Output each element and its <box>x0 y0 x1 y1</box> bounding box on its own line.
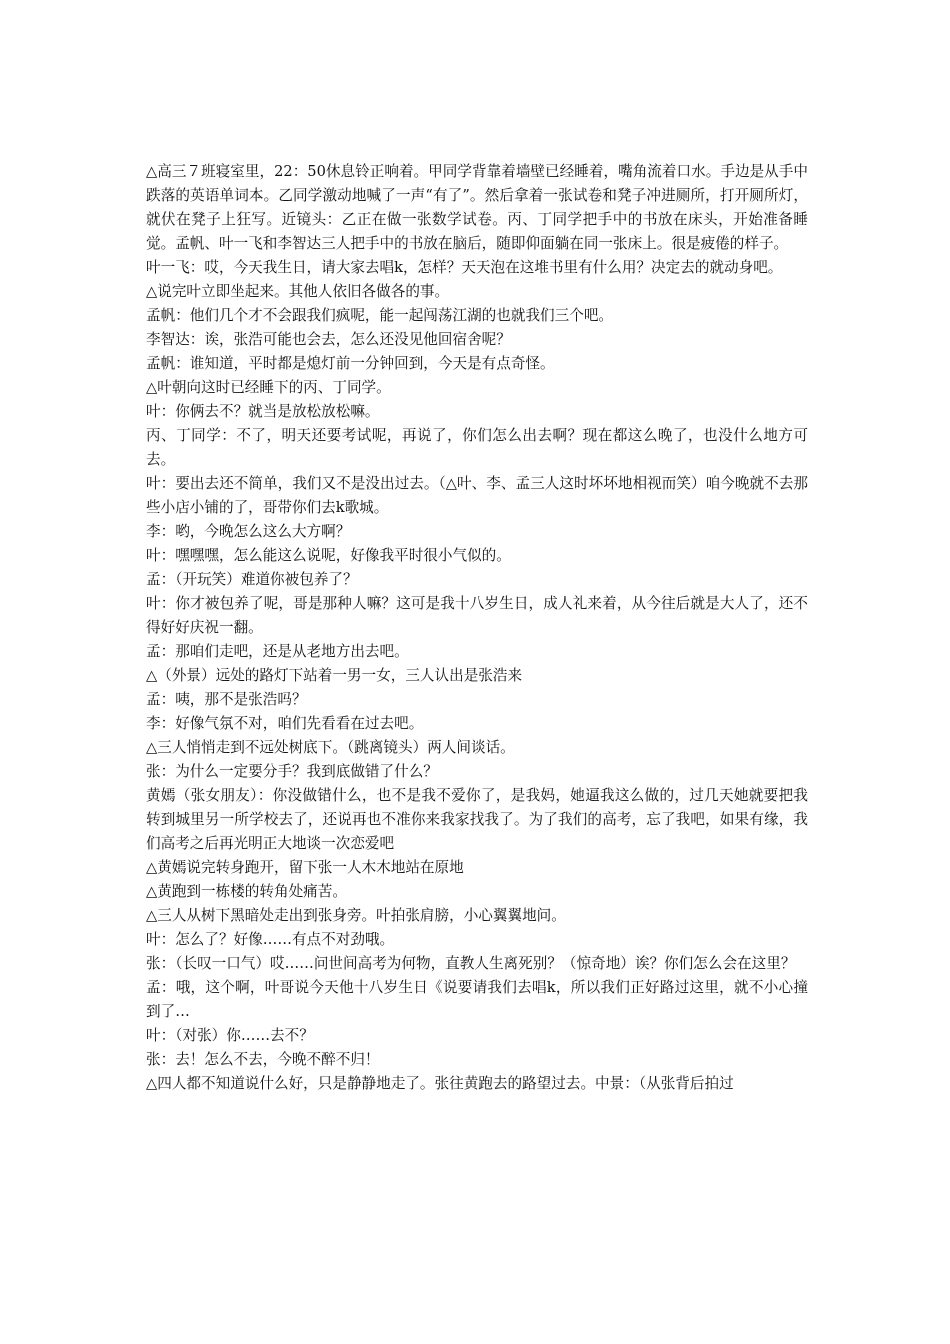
dialogue-line: 孟：哦，这个啊，叶哥说今天他十八岁生日《说要请我们去唱k，所以我们正好路过这里，就不小心撞到了… <box>146 979 808 1020</box>
dialogue-line: 孟帆：他们几个才不会跟我们疯呢，能一起闯荡江湖的也就我们三个吧。 <box>146 307 614 324</box>
dialogue-line: 孟：（开玩笑）难道你被包养了？ <box>146 571 358 588</box>
dialogue-line: 张：去！怎么不去，今晚不醉不归！ <box>146 1051 380 1068</box>
dialogue-line: 叶：怎么了？好像……有点不对劲哦。 <box>146 931 395 948</box>
stage-direction: △黄嫣说完转身跑开，留下张一人木木地站在原地 <box>146 859 464 876</box>
dialogue-line: 孟帆：谁知道，平时都是熄灯前一分钟回到，今天是有点奇怪。 <box>146 355 555 372</box>
dialogue-line: 张：为什么一定要分手？我到底做错了什么？ <box>146 763 438 780</box>
stage-direction: △四人都不知道说什么好，只是静静地走了。张往黄跑去的路望过去。中景：（从张背后拍过 <box>146 1075 734 1092</box>
stage-direction: △黄跑到一栋楼的转角处痛苦。 <box>146 883 347 900</box>
dialogue-line: 李：哟，今晚怎么这么大方啊？ <box>146 523 351 540</box>
dialogue-line: 叶：你才被包养了呢，哥是那种人嘛？这可是我十八岁生日，成人礼来着，从今往后就是大人了，还不得好好庆祝一翻。 <box>146 595 808 636</box>
dialogue-line: 叶一飞：哎，今天我生日，请大家去唱k，怎样？天天泡在这堆书里有什么用？决定去的就动身吧。 <box>146 259 783 276</box>
stage-direction: △三人从树下黑暗处走出到张身旁。叶拍张肩膀，小心翼翼地问。 <box>146 907 566 924</box>
dialogue-line: 李：好像气氛不对，咱们先看看在过去吧。 <box>146 715 424 732</box>
stage-direction: △（外景）远处的路灯下站着一男一女，三人认出是张浩来 <box>146 667 523 684</box>
dialogue-line: 叶：（对张）你……去不？ <box>146 1027 314 1044</box>
stage-direction: △三人悄悄走到不远处树底下。（跳离镜头）两人间谈话。 <box>146 739 515 756</box>
dialogue-line: 叶：嘿嘿嘿，怎么能这么说呢，好像我平时很小气似的。 <box>146 547 511 564</box>
stage-direction: △说完叶立即坐起来。其他人依旧各做各的事。 <box>146 283 450 300</box>
stage-direction: △高三７班寝室里，22：50休息铃正响着。甲同学背靠着墙壁已经睡着，嘴角流着口水。手边是从手中跌落的英语单词本。乙同学激动地喊了一声“有了”。然后拿着一张试卷和凳子冲进厕所，打开厕所灯，就伏在凳子上狂写。近镜头：乙正在做一张数学试卷。丙、丁同学把手中的书放在床头，开始准备睡觉。孟帆、叶一飞和李智达三人把手中的书放在脑后，随即仰面躺在同一张床上。很是疲倦的样子。 <box>146 163 808 252</box>
dialogue-line: 丙、丁同学：不了，明天还要考试呢，再说了，你们怎么出去啊？现在都这么晚了，也没什么地方可去。 <box>146 427 808 468</box>
dialogue-line: 孟：咦，那不是张浩吗？ <box>146 691 307 708</box>
dialogue-line: 张：（长叹一口气）哎……问世间高考为何物，直教人生离死别？（惊奇地）诶？你们怎么会在这里？ <box>146 955 796 972</box>
script-page <box>146 160 808 1096</box>
dialogue-line: 叶：要出去还不简单，我们又不是没出过去。（△叶、李、孟三人这时坏坏地相视而笑）咱今晚就不去那些小店小铺的了，哥带你们去k歌城。 <box>146 475 808 516</box>
dialogue-line: 李智达：诶，张浩可能也会去，怎么还没见他回宿舍呢？ <box>146 331 511 348</box>
dialogue-line: 黄嫣（张女朋友）：你没做错什么，也不是我不爱你了，是我妈，她逼我这么做的，过几天她就要把我转到城里另一所学校去了，还说再也不准你来我家找我了。为了我们的高考，忘了我吧，如果有缘，我们高考之后再光明正大地谈一次恋爱吧 <box>146 787 808 852</box>
dialogue-line: 叶：你俩去不？就当是放松放松嘛。 <box>146 403 380 420</box>
dialogue-line: 孟：那咱们走吧，还是从老地方出去吧。 <box>146 643 409 660</box>
stage-direction: △叶朝向这时已经睡下的丙、丁同学。 <box>146 379 391 396</box>
